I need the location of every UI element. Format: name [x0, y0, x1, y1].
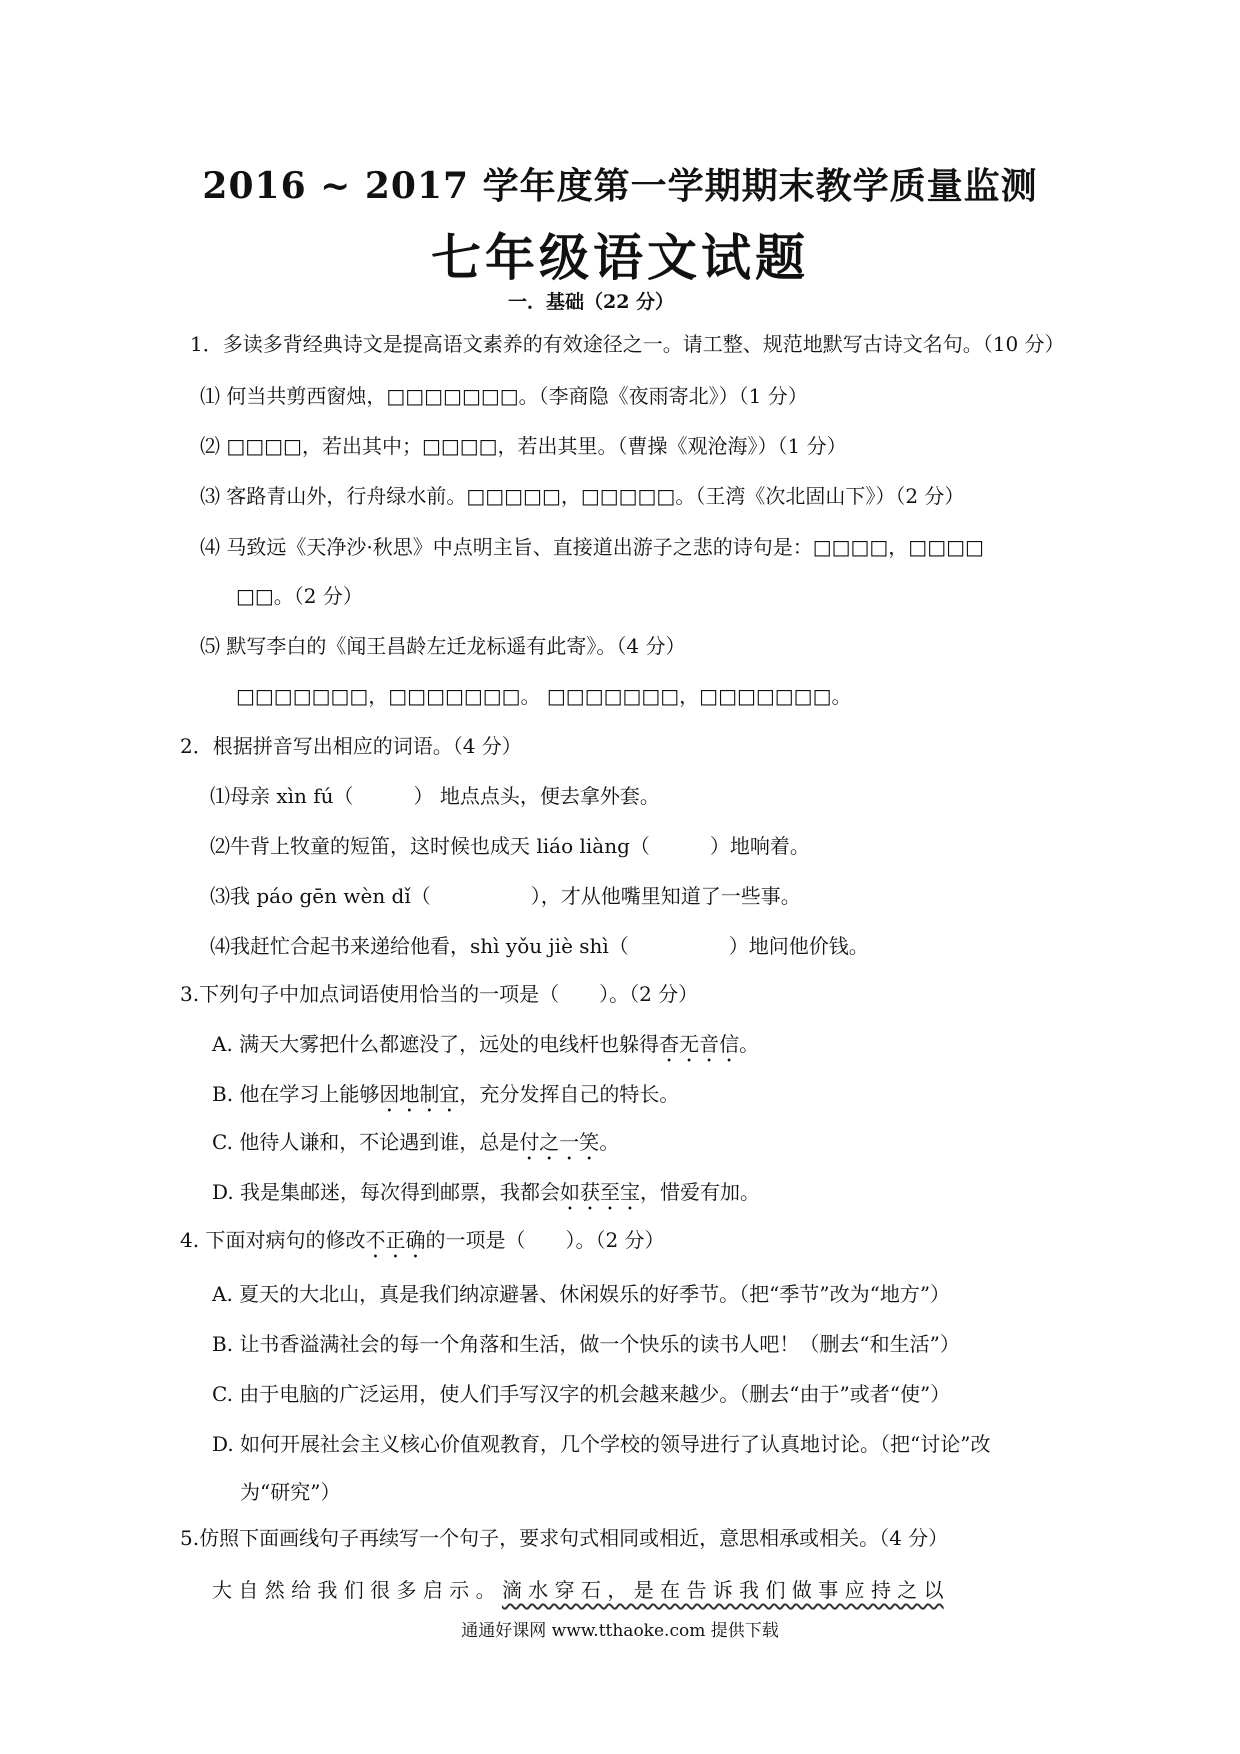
q2-item-4: ⑷我赶忙合起书来递给他看，shì yǒu jiè shì（ ）地问他价钱。: [210, 934, 869, 958]
q3-stem: 3.下列句子中加点词语使用恰当的一项是（ ）。（2 分）: [180, 982, 699, 1006]
q5-stem: 5.仿照下面画线句子再续写一个句子，要求句式相同或相近，意思相承或相关。（4 分）: [180, 1526, 949, 1550]
q4-stem-keyword: 不正确: [365, 1228, 426, 1252]
q4-option-d-cont: 为“研究”）: [240, 1480, 341, 1504]
q1-stem: 1．多读多背经典诗文是提高语文素养的有效途径之一。请工整、规范地默写古诗文名句。（10 分）: [190, 332, 1065, 356]
q3-option-d-keyword: 如获至宝: [560, 1180, 641, 1204]
q2-stem: 2．根据拼音写出相应的词语。（4 分）: [180, 734, 522, 758]
q1-item-2: ⑵ □□□□，若出其中；□□□□，若出其里。（曹操《观沧海》）（1 分）: [200, 434, 847, 458]
exam-title-line2: 七年级语文试题: [431, 228, 809, 287]
q4-option-a: A. 夏天的大北山，真是我们纳凉避暑、休闲娱乐的好季节。（把“季节”改为“地方”）: [212, 1282, 951, 1306]
q4-option-b: B. 让书香溢满社会的每一个角落和生活，做一个快乐的读书人吧！（删去“和生活”）: [212, 1332, 960, 1356]
q3-option-a: A. 满天大雾把什么都遮没了，远处的电线杆也躲得杳无音信。: [212, 1032, 760, 1056]
q1-item-4-cont: □□。（2 分）: [236, 584, 363, 608]
q1-item-1: ⑴ 何当共剪西窗烛，□□□□□□□。（李商隐《夜雨寄北》）（1 分）: [200, 384, 808, 408]
q4-stem: 4. 下面对病句的修改不正确的一项是（ ）。（2 分）: [180, 1228, 665, 1252]
q4-option-d: D. 如何开展社会主义核心价值观教育，几个学校的领导进行了认真地讨论。（把“讨论”改: [212, 1432, 991, 1456]
q5-example-line: 大 自 然 给 我 们 很 多 启 示 。 滴 水 穿 石 ， 是 在 告 诉 我 们 做 事 应 持 之 以: [212, 1578, 944, 1602]
q3-option-b-keyword: 因地制宜: [379, 1082, 460, 1106]
page-footer: 通通好课网 www.tthaoke.com 提供下载: [461, 1621, 779, 1641]
q2-item-1: ⑴母亲 xìn fú（ ） 地点点头，便去拿外套。: [210, 784, 660, 808]
q3-option-b: B. 他在学习上能够因地制宜，充分发挥自己的特长。: [212, 1082, 680, 1106]
q3-option-a-keyword: 杳无音信: [659, 1032, 740, 1056]
q2-item-2: ⑵牛背上牧童的短笛，这时候也成天 liáo liàng（ ）地响着。: [210, 834, 810, 858]
q4-option-c: C. 由于电脑的广泛运用，使人们手写汉字的机会越来越少。（删去“由于”或者“使”）: [212, 1382, 951, 1406]
q1-item-5-blanks: □□□□□□□，□□□□□□□。 □□□□□□□，□□□□□□□。: [236, 684, 852, 708]
section-heading: 一．基础（22 分）: [508, 291, 675, 313]
q1-item-3: ⑶ 客路青山外，行舟绿水前。□□□□□，□□□□□。（王湾《次北固山下》）（2 分）: [200, 484, 965, 508]
q5-underlined-sentence: 滴 水 穿 石 ， 是 在 告 诉 我 们 做 事 应 持 之 以: [501, 1578, 944, 1602]
q3-option-c-keyword: 付之一笑: [519, 1130, 600, 1154]
q1-item-5: ⑸ 默写李白的《闻王昌龄左迁龙标遥有此寄》。（4 分）: [200, 634, 686, 658]
q2-item-3: ⑶我 páo gēn wèn dǐ（ ），才从他嘴里知道了一些事。: [210, 884, 801, 908]
exam-title-line1: 2016 ~ 2017 学年度第一学期期末教学质量监测: [202, 165, 1038, 207]
q3-option-d: D. 我是集邮迷，每次得到邮票，我都会如获至宝，惜爱有加。: [212, 1180, 761, 1204]
q1-item-4: ⑷ 马致远《天净沙·秋思》中点明主旨、直接道出游子之悲的诗句是：□□□□，□□□□: [200, 535, 984, 559]
q3-option-c: C. 他待人谦和，不论遇到谁，总是付之一笑。: [212, 1130, 620, 1154]
